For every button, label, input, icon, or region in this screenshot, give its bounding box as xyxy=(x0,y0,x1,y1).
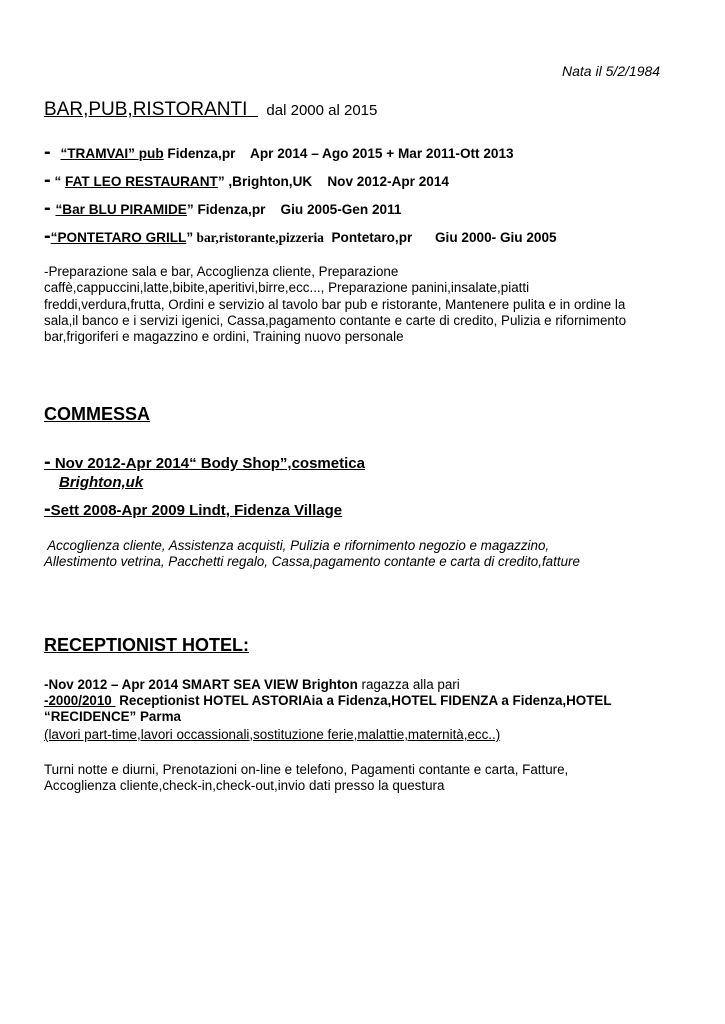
commessa-job-2 xyxy=(44,498,342,521)
description-line: bar,frigoriferi e magazzino e ordini, Training nuovo personale xyxy=(44,329,404,345)
bar-section-heading xyxy=(44,99,377,121)
job-text: Receptionist HOTEL ASTORIAia a Fidenza,HOTEL FIDENZA a Fidenza,HOTEL xyxy=(115,693,612,708)
bar-section-period: dal 2000 al 2015 xyxy=(266,102,378,119)
job-details: Pontetaro,pr Giu 2000- Giu 2005 xyxy=(323,230,557,245)
job-dash: - xyxy=(44,498,51,520)
bar-job-1 xyxy=(44,141,514,164)
bar-job-3: - “Bar BLU PIRAMIDE” Fidenza,pr Giu 2005-Gen 2011 xyxy=(44,197,402,219)
job-name: “PONTETARO GRILL xyxy=(50,230,187,245)
description-line: freddi,verdura,frutta, Ordini e servizio al tavolo bar pub e ristorante, Mantenere pulita e in ordine la xyxy=(44,296,626,312)
birth-note: Nata il 5/2/1984 xyxy=(562,63,661,79)
description-line: sala,il banco e i servizi igenici, Cassa,pagamento contante e carte di credito, Pulizia e rifornimento xyxy=(44,312,627,328)
commessa-description xyxy=(44,538,694,571)
job-name: “Bar BLU PIRAMIDE xyxy=(55,202,187,217)
job-dash: - xyxy=(44,197,51,219)
description-line: Accoglienza cliente, Assistenza acquisti, Pulizia e rifornimento negozio e magazzino, xyxy=(44,538,550,553)
bar-job-4: -“PONTETARO GRILL” bar,ristorante,pizzeria Pontetaro,pr Giu 2000- Giu 2005 xyxy=(44,225,557,247)
job-dash: - xyxy=(44,451,51,473)
commessa-job-1 xyxy=(44,451,365,474)
commessa-section-title: COMMESSA xyxy=(44,404,151,424)
description-line: Turni notte e diurni, Prenotazioni on-line e telefono, Pagamenti contante e carta, Fatture, xyxy=(44,762,569,777)
description-line: caffè,cappuccini,latte,bibite,aperitivi,birre,ecc..., Preparazione panini,insalate,piatti xyxy=(44,280,530,296)
description-line: Allestimento vetrina, Pacchetti regalo, Cassa,pagamento contante e carta di credito,fatture xyxy=(44,554,580,570)
job-dash: - xyxy=(44,169,51,191)
job-text: Nov 2012-Apr 2014“ Body Shop”,cosmetica xyxy=(50,455,365,472)
bar-description xyxy=(44,264,694,345)
description-line: Accoglienza cliente,check-in,check-out,invio dati presso la questura xyxy=(44,778,445,794)
job-period: -2000/2010 xyxy=(44,693,116,708)
job-name: “TRAMVAI” pub xyxy=(60,146,164,161)
bar-job-2: - “ FAT LEO RESTAURANT” ,Brighton,UK Nov 2012-Apr 2014 xyxy=(44,169,449,191)
job-name: FAT LEO RESTAURANT xyxy=(65,174,218,189)
receptionist-job-2-cont: “RECIDENCE” Parma xyxy=(44,709,181,724)
job-role: ragazza alla pari xyxy=(357,677,460,692)
job-dash: - xyxy=(44,225,51,247)
receptionist-job-1 xyxy=(44,677,460,692)
job-details: ,Brighton,UK Nov 2012-Apr 2014 xyxy=(224,174,449,189)
commessa-job-1-location: Brighton,uk xyxy=(59,474,144,491)
receptionist-job-2 xyxy=(44,693,612,708)
job-text: Sett 2008-Apr 2009 Lindt, Fidenza Village xyxy=(50,502,343,519)
description-line: -Preparazione sala e bar, Accoglienza cliente, Preparazione xyxy=(44,264,399,279)
receptionist-section-title: RECEPTIONIST HOTEL: xyxy=(44,635,250,655)
job-dash: - xyxy=(44,141,51,163)
job-details: Fidenza,pr Giu 2005-Gen 2011 xyxy=(193,202,402,217)
bar-section-title: BAR,PUB,RISTORANTI xyxy=(44,99,248,120)
job-details: Fidenza,pr Apr 2014 – Ago 2015 + Mar 2011-Ott 2013 xyxy=(163,146,514,161)
receptionist-job-notes: (lavori part-time,lavori occassionali,sostituzione ferie,malattie,maternità,ecc..) xyxy=(44,727,501,742)
job-text: -Nov 2012 – Apr 2014 SMART SEA VIEW Brighton xyxy=(44,677,358,692)
receptionist-description xyxy=(44,762,694,795)
job-type: bar,ristorante,pizzeria xyxy=(193,230,324,245)
